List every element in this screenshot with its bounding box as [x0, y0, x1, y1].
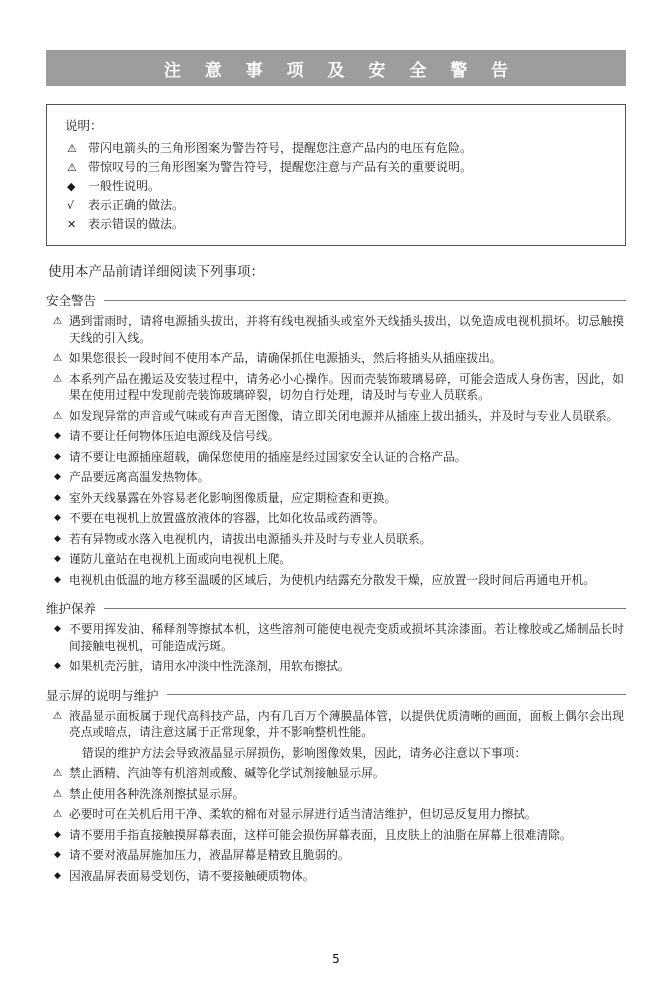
- list-item-text: 如发现异常的声音或气味或有声音无图像，请立即关闭电源并从插座上拔出插头，并及时与专业人员联系。: [69, 408, 619, 423]
- section-list-maintenance: [46, 621, 626, 675]
- warning-triangle-icon: ⚠: [52, 352, 63, 364]
- list-item-text: 产品要远离高温发热物体。: [69, 470, 210, 484]
- section-heading-label: 安全警告: [46, 293, 97, 308]
- warning-triangle-icon: ⚠: [52, 315, 63, 327]
- legend-row: [63, 159, 609, 176]
- legend-row: [63, 216, 609, 233]
- diamond-bullet-icon: ◆: [54, 850, 61, 860]
- section-heading-label: 显示屏的说明与维护: [46, 687, 159, 703]
- list-item: [46, 765, 626, 782]
- list-item: [46, 551, 626, 568]
- legend-row-text: 一般性说明。: [88, 179, 161, 193]
- diamond-bullet-icon: ◆: [54, 870, 61, 881]
- list-item: [46, 572, 626, 589]
- diamond-bullet-icon: ◆: [54, 624, 61, 634]
- list-item: [46, 350, 626, 367]
- list-item-note: 错误的维护方法会导致液晶显示屏损伤，影响图像效果，因此，请务必注意以下事项：: [82, 745, 527, 760]
- check-mark-icon: √: [67, 199, 75, 212]
- list-item: [46, 786, 626, 803]
- legend-row: [63, 178, 609, 195]
- list-item: [46, 847, 626, 864]
- warning-triangle-icon: ⚠: [67, 161, 77, 174]
- warning-triangle-icon: ⚠: [67, 142, 77, 155]
- diamond-bullet-icon: ◆: [54, 472, 61, 482]
- list-item: [46, 469, 626, 486]
- list-item: [46, 449, 626, 466]
- legend-box: [46, 104, 626, 246]
- list-item: [46, 827, 626, 844]
- list-item: [46, 408, 626, 425]
- list-item-text: 请不要对液晶屏施加压力，液晶屏幕是精致且脆弱的。: [69, 848, 350, 862]
- page-title: 注 意 事 项 及 安 全 警 告: [163, 60, 518, 81]
- diamond-bullet-icon: ◆: [54, 451, 61, 462]
- diamond-bullet-icon: ◆: [67, 180, 76, 193]
- list-item-text: 若有异物或水落入电视机内，请拔出电源插头并及时与专业人员联系。: [69, 531, 432, 546]
- diamond-bullet-icon: ◆: [54, 829, 61, 840]
- warning-triangle-icon: ⚠: [52, 808, 63, 820]
- cross-mark-icon: ✕: [67, 218, 77, 231]
- warning-triangle-icon: ⚠: [52, 372, 63, 385]
- list-item: [46, 708, 626, 741]
- list-item-text: 液晶显示面板属于现代高科技产品，内有几百万个薄膜晶体管，以提供优质清晰的画面，面板上偶尔会出现亮点或暗点，请注意这属于正常现象，并不影响整机性能。: [69, 708, 624, 739]
- section-heading-display: [46, 686, 626, 704]
- list-item-text: 禁止使用各种洗涤剂擦拭显示屏。: [69, 786, 245, 801]
- intro-text: 使用本产品前请详细阅读下列事项：: [48, 264, 264, 280]
- diamond-bullet-icon: ◆: [54, 533, 61, 544]
- legend-row-text: 带惊叹号的三角形图案为警告符号，提醒您注意与产品有关的重要说明。: [88, 160, 473, 174]
- list-item: [46, 531, 626, 548]
- list-item-text: 请不要让电源插座超载，确保您使用的插座是经过国家安全认证的合格产品。: [69, 449, 467, 464]
- legend-row-text: 带闪电箭头的三角形图案为警告符号，提醒您注意产品内的电压有危险。: [88, 141, 473, 155]
- list-item-text: 不要用挥发油、稀释剂等擦拭本机，这些溶剂可能使电视壳变质或损坏其涂漆面。若让橡胶或乙烯制品长时间接触电视机，可能造成污斑。: [69, 622, 624, 653]
- section-list-display: [46, 708, 626, 885]
- list-item-text: 必要时可在关机后用干净、柔软的棉布对显示屏进行适当清洁维护，但切忌反复用力擦拭。: [69, 807, 537, 821]
- legend-row-text: 表示错误的做法。: [88, 217, 185, 231]
- section-divider: [167, 694, 626, 695]
- warning-triangle-icon: ⚠: [52, 709, 63, 722]
- section-divider: [104, 300, 626, 301]
- page-banner: [46, 50, 626, 86]
- list-item-text: 谨防儿童站在电视机上面或向电视机上爬。: [69, 552, 292, 566]
- diamond-bullet-icon: ◆: [54, 431, 61, 441]
- list-item-text: 如果机壳污脏，请用水冲淡中性洗涤剂，用软布擦拭。: [69, 659, 350, 673]
- list-item-text: 本系列产品在搬运及安装过程中，请务必小心操作。因而壳装饰玻璃易碎，可能会造成人身伤害，因此，如果在使用过程中发现前壳装饰玻璃碎裂，切勿自行处理，请及时与专业人员联系。: [69, 371, 624, 402]
- list-item: [46, 371, 626, 404]
- list-item: [46, 490, 626, 507]
- list-item: [46, 806, 626, 823]
- diamond-bullet-icon: ◆: [54, 554, 61, 564]
- section-heading-label: 维护保养: [46, 601, 97, 616]
- diamond-bullet-icon: ◆: [54, 513, 61, 523]
- list-item-text: 因液晶屏表面易受划伤，请不要接触硬质物体。: [69, 868, 315, 883]
- list-item-text: 室外天线暴露在外容易老化影响图像质量，应定期检查和更换。: [69, 490, 397, 505]
- section-heading-safety: [46, 291, 626, 309]
- section-divider: [104, 608, 626, 609]
- list-item: [46, 428, 626, 445]
- warning-triangle-icon: ⚠: [52, 787, 63, 800]
- page-number: 5: [332, 952, 340, 966]
- section-list-safety: [46, 313, 626, 588]
- section-heading-maintenance: [46, 599, 626, 617]
- warning-triangle-icon: ⚠: [52, 409, 63, 422]
- list-item: [46, 510, 626, 527]
- list-item-text: 请不要用手指直接触摸屏幕表面，这样可能会损伤屏幕表面，且皮肤上的油脂在屏幕上很难清除。: [69, 827, 572, 842]
- diamond-bullet-icon: ◆: [54, 574, 61, 585]
- list-item-text: 电视机由低温的地方移至温暖的区域后，为使机内结露充分散发干燥，应放置一段时间后再通电开机。: [69, 572, 595, 587]
- list-item-text: 遇到雷雨时，请将电源插头拔出，并将有线电视插头或室外天线插头拔出，以免造成电视机损坏。切忌触摸天线的引入线。: [69, 314, 624, 345]
- legend-row-text: 表示正确的做法。: [88, 198, 185, 212]
- legend-row: [63, 197, 609, 214]
- list-item: [46, 621, 626, 654]
- list-item: [46, 868, 626, 885]
- list-item-text: 如果您很长一段时间不使用本产品，请确保抓住电源插头，然后将插头从插座拔出。: [69, 351, 502, 365]
- diamond-bullet-icon: ◆: [54, 492, 61, 503]
- list-item-text: 请不要让任何物体压迫电源线及信号线。: [69, 429, 280, 443]
- list-item: [46, 313, 626, 346]
- list-item-text: 不要在电视机上放置盛放液体的容器，比如化妆品或药酒等。: [69, 511, 385, 525]
- list-item-text: 禁止酒精、汽油等有机溶剂或酸、碱等化学试剂接触显示屏。: [69, 766, 385, 780]
- diamond-bullet-icon: ◆: [54, 661, 61, 671]
- warning-triangle-icon: ⚠: [52, 767, 63, 779]
- legend-row: [63, 140, 609, 157]
- legend-title: 说明：: [65, 118, 103, 133]
- list-item: [46, 658, 626, 675]
